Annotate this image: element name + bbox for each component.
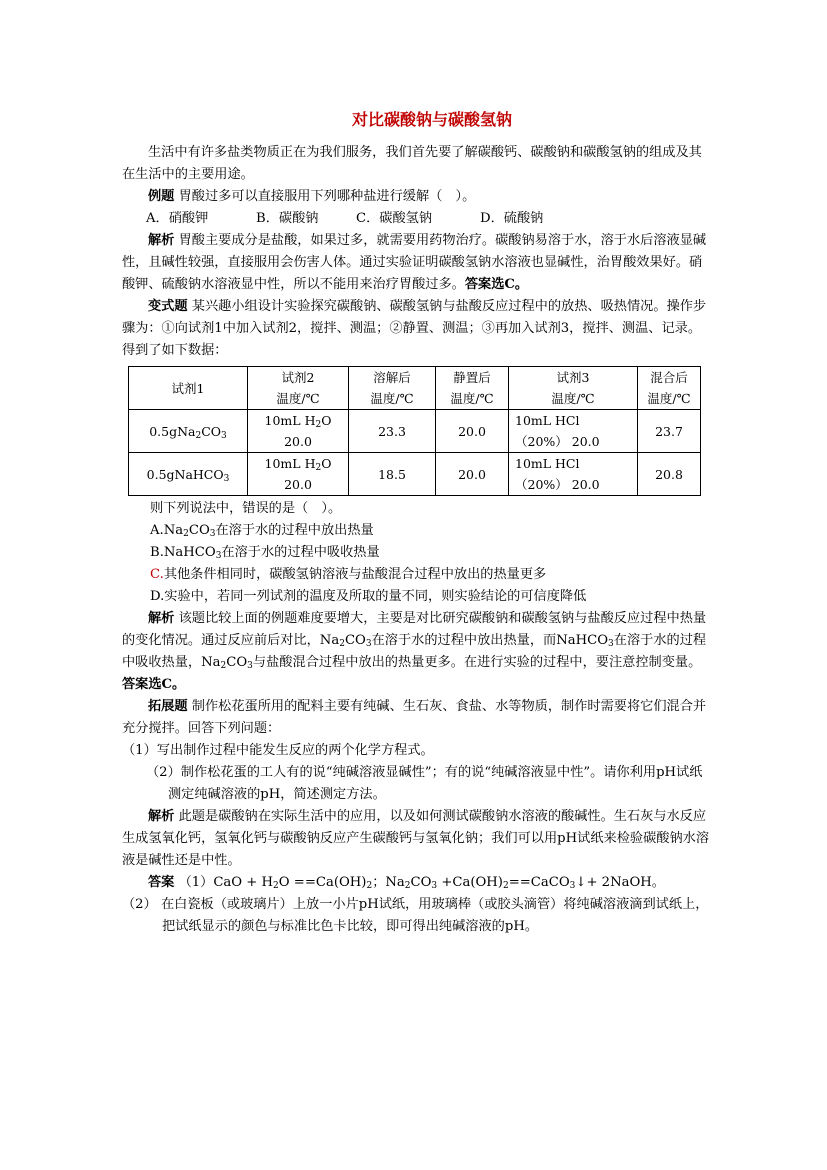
reagent1-cell: 0.5gNaHCO$_3$ — [129, 453, 248, 496]
table-row — [129, 453, 701, 496]
reagent2-cell: 10mL $H_2O$ 20.0 — [248, 453, 349, 496]
settled-cell: 20.0 — [436, 410, 509, 453]
reagent1-cell: $0.5gNa_2CO_3$ — [129, 410, 248, 453]
header-cell: 溶解后 温度/℃ — [349, 367, 436, 410]
example-question — [122, 186, 712, 208]
choice-d: D.实验中，若同一列试剂的温度及所取的量不同，则实验结论的可信度降低 — [150, 589, 587, 604]
document-page — [122, 108, 712, 938]
variant-analysis: 解析 该题比较上面的例题难度要增大，主要是对比研究碳酸钠和碳酸氢钠与盐酸反应过程中热量的变化情况。通过反应前后对比，$Na_2CO_3$在溶于水的过程中放出热量，而NaHCO$_3$在溶于水的过程中吸收热量，$Na_2CO_3$与盐酸混合过程中放出的热量更多。在进行实验的过程中，要注意控制变量。答案选C。 — [122, 611, 707, 692]
example-tag: 例题 — [148, 189, 175, 204]
header-cell: 试剂3 温度/℃ — [509, 367, 638, 410]
variant-prompt: 则下列说法中，错误的是（ ）。 — [150, 501, 342, 516]
choice-a: $A.Na_2CO_3$在溶于水的过程中放出热量 — [150, 523, 374, 539]
header-cell: 混合后 温度/℃ — [638, 367, 701, 410]
mixed-cell: 23.7 — [638, 410, 701, 453]
example-question-text: 胃酸过多可以直接服用下列哪种盐进行缓解（ ）。 — [178, 189, 476, 204]
reagent2-cell: 10mL $H_2O$ 20.0 — [248, 410, 349, 453]
reagent3-cell: 10mL HCl （20%） 20.0 — [509, 453, 638, 496]
answer-text: 答案选C。 — [464, 277, 529, 292]
analysis-tag: 解析 — [148, 809, 175, 824]
page-title: 对比碳酸钠与碳酸氢钠 — [351, 110, 512, 129]
header-cell: 试剂2 温度/℃ — [248, 367, 349, 410]
analysis-tag: 解析 — [148, 233, 175, 248]
choice-c: C.其他条件相同时，碳酸氢钠溶液与盐酸混合过程中放出的热量更多 — [150, 567, 547, 582]
extension-answer-2: （2） 在白瓷板（或玻璃片）上放一小片pH试纸，用玻璃棒（或胶头滴管）将纯碱溶液滴到试纸上，把试纸显示的颜色与标准比色卡比较，即可得出纯碱溶液的pH。 — [122, 897, 709, 934]
extension-answer-1: 答案 $(1)CaO + H_2O ==Ca(OH)_2$；$Na_2CO_3$ $+Ca(OH)_2==CaCO_3↓+$ 2NaOH。 — [148, 875, 665, 891]
analysis-text: 胃酸主要成分是盐酸，如果过多，就需要用药物治疗。碳酸钠易溶于水，溶于水后溶液显碱性，且碱性较强，直接服用会伤害人体。通过实验证明碳酸氢钠水溶液也显碱性，治胃酸效果好。硝酸钾、硫酸钠水溶液显中性，所以不能用来治疗胃酸过多。 — [122, 233, 707, 292]
choice-b: B.NaHCO$_3$在溶于水的过程中吸收热量 — [150, 545, 380, 561]
extension-tag: 拓展题 — [148, 699, 188, 714]
header-cell: 试剂1 — [129, 367, 248, 410]
extension-analysis: 解析 此题是碳酸钠在实际生活中的应用，以及如何测试碳酸钠水溶液的酸碱性。生石灰与水反应生成氢氧化钙，氢氧化钙与碳酸钠反应产生碳酸钙与氢氧化钠；我们可以用pH试纸来检验碳酸钠水溶液是碱性还是中性。 — [122, 809, 710, 868]
settled-cell: 20.0 — [436, 453, 509, 496]
variant-tag: 变式题 — [148, 299, 188, 314]
dissolved-cell: 23.3 — [349, 410, 436, 453]
option-c: C．碳酸氢钠 — [356, 211, 433, 226]
choice-c-letter: C. — [150, 567, 164, 582]
table-header-row — [129, 367, 701, 410]
mixed-cell: 20.8 — [638, 453, 701, 496]
answer-tag: 答案 — [148, 875, 175, 890]
data-table — [128, 366, 701, 496]
extension-question: 拓展题 制作松花蛋所用的配料主要有纯碱、生石灰、食盐、水等物质，制作时需要将它们混合并充分搅拌。回答下列问题： — [122, 699, 707, 736]
header-cell: 静置后 温度/℃ — [436, 367, 509, 410]
answer-text: 答案选C。 — [122, 677, 186, 692]
option-b: B．碳酸钠 — [256, 211, 319, 226]
variant-question-text: 某兴趣小组设计实验探究碳酸钠、碳酸氢钠与盐酸反应过程中的放热、吸热情况。操作步骤为：①向试剂1中加入试剂2，搅拌、测温；②静置、测温；③再加入试剂3，搅拌、测温、记录。得到了如下数据： — [122, 299, 707, 358]
variant-question — [122, 296, 712, 362]
option-d: D．硫酸钠 — [480, 211, 544, 226]
intro-paragraph: 生活中有许多盐类物质正在为我们服务，我们首先要了解碳酸钙、碳酸钠和碳酸氢钠的组成及其在生活中的主要用途。 — [122, 145, 702, 182]
example-analysis — [122, 230, 712, 296]
extension-q2: （2）制作松花蛋的工人有的说“纯碱溶液显碱性”；有的说“纯碱溶液显中性”。请你利用pH试纸测定纯碱溶液的pH，简述测定方法。 — [146, 765, 703, 802]
analysis-tag: 解析 — [148, 611, 175, 626]
reagent3-cell: 10mL HCl （20%） 20.0 — [509, 410, 638, 453]
option-a: A．硝酸钾 — [146, 211, 209, 226]
dissolved-cell: 18.5 — [349, 453, 436, 496]
extension-q1: （1）写出制作过程中能发生反应的两个化学方程式。 — [122, 743, 434, 758]
example-options — [122, 208, 712, 230]
table-row — [129, 410, 701, 453]
